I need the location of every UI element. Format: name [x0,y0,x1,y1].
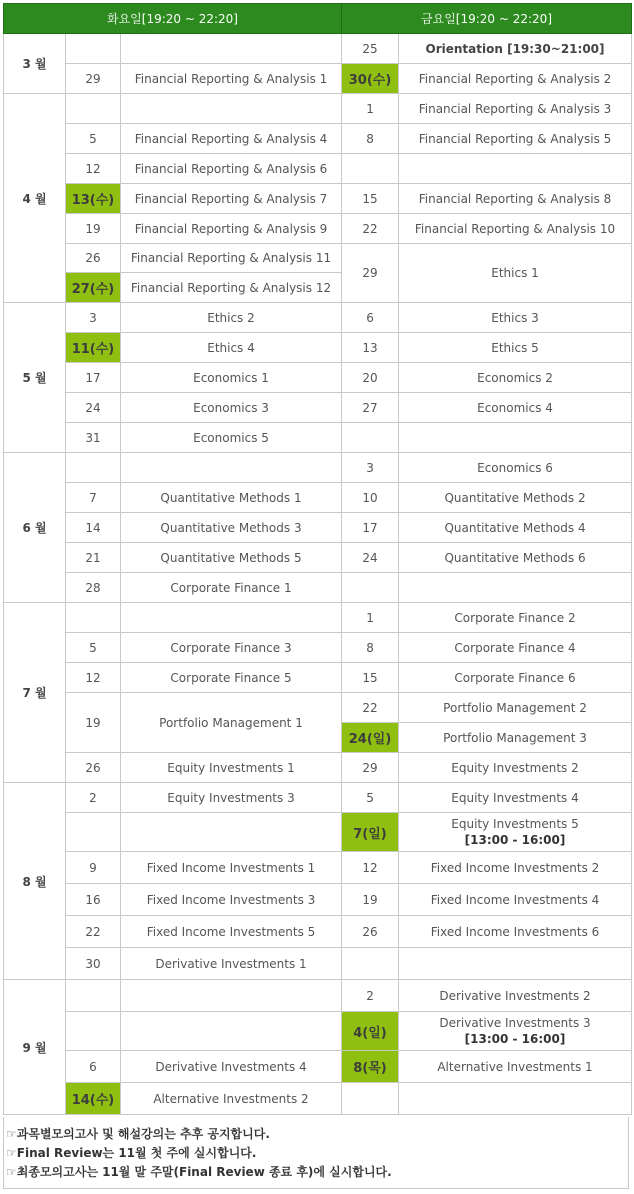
empty-cell [121,813,342,852]
tue-session: Quantitative Methods 3 [121,513,342,543]
fri-session: Portfolio Management 3 [399,723,632,753]
tue-date: 28 [66,573,121,603]
empty-cell [342,948,399,980]
session-time: [13:00 - 16:00] [464,1032,566,1046]
fri-session: Economics 2 [399,363,632,393]
tue-session: Ethics 4 [121,333,342,363]
tue-session: Alternative Investments 2 [121,1083,342,1115]
fri-date: 1 [342,603,399,633]
fri-date: 15 [342,663,399,693]
tue-date: 29 [66,64,121,94]
fri-date-highlight: 24(일) [342,723,399,753]
tue-session: Ethics 2 [121,303,342,333]
empty-cell [121,34,342,64]
fri-session: Financial Reporting & Analysis 3 [399,94,632,124]
empty-cell [66,34,121,64]
fri-session [399,1012,632,1051]
fri-date: 20 [342,363,399,393]
fri-session: Fixed Income Investments 2 [399,852,632,884]
session-time: [13:00 - 16:00] [464,833,566,847]
tue-session: Quantitative Methods 5 [121,543,342,573]
fri-date: 3 [342,453,399,483]
empty-cell [342,154,399,184]
tue-date: 16 [66,884,121,916]
fri-date: 8 [342,124,399,154]
tue-date: 26 [66,244,121,273]
fri-session [399,813,632,852]
fri-date: 29 [342,753,399,783]
month-label: 7 월 [4,603,66,783]
empty-cell [121,603,342,633]
fri-date: 22 [342,693,399,723]
empty-cell [66,1012,121,1051]
tue-date: 9 [66,852,121,884]
fri-date: 24 [342,543,399,573]
fri-date: 22 [342,214,399,244]
tue-session: Corporate Finance 1 [121,573,342,603]
fri-date: 6 [342,303,399,333]
tue-date: 31 [66,423,121,453]
month-label: 8 월 [4,783,66,980]
fri-session: Orientation [19:30~21:00] [399,34,632,64]
tue-session: Equity Investments 3 [121,783,342,813]
notes-box [3,1117,629,1189]
tue-date: 5 [66,633,121,663]
empty-cell [121,980,342,1012]
note-line [4,1144,628,1163]
session-title: Derivative Investments 3 [439,1016,591,1030]
tue-date: 7 [66,483,121,513]
fri-date-highlight: 30(수) [342,64,399,94]
fri-session: Financial Reporting & Analysis 10 [399,214,632,244]
pointing-hand-icon: ☞ [6,1127,17,1141]
fri-session: Corporate Finance 4 [399,633,632,663]
empty-cell [66,453,121,483]
empty-cell [121,1012,342,1051]
tue-session: Derivative Investments 4 [121,1051,342,1083]
fri-session: Ethics 1 [399,244,632,303]
schedule-table [3,3,632,1115]
tue-date-highlight: 11(수) [66,333,121,363]
tue-date: 19 [66,214,121,244]
fri-session: Financial Reporting & Analysis 5 [399,124,632,154]
tue-date: 12 [66,663,121,693]
month-label: 5 월 [4,303,66,453]
note-line [4,1163,628,1182]
fri-session: Fixed Income Investments 6 [399,916,632,948]
fri-session: Equity Investments 2 [399,753,632,783]
tue-date: 24 [66,393,121,423]
fri-date-highlight: 8(목) [342,1051,399,1083]
session-title: Equity Investments 5 [451,817,579,831]
fri-date-highlight: 4(일) [342,1012,399,1051]
fri-date: 5 [342,783,399,813]
tue-date: 2 [66,783,121,813]
empty-cell [66,94,121,124]
friday-header: 금요일[19:20 ~ 22:20] [342,4,632,34]
fri-session: Alternative Investments 1 [399,1051,632,1083]
tue-date: 3 [66,303,121,333]
fri-date: 2 [342,980,399,1012]
tue-session: Financial Reporting & Analysis 12 [121,273,342,303]
tue-date: 12 [66,154,121,184]
tuesday-header: 화요일[19:20 ~ 22:20] [4,4,342,34]
empty-cell [399,154,632,184]
empty-cell [121,453,342,483]
fri-date: 17 [342,513,399,543]
tue-date: 17 [66,363,121,393]
tue-session: Corporate Finance 5 [121,663,342,693]
month-label: 9 월 [4,980,66,1115]
note-text: Final Review는 11월 첫 주에 실시합니다. [16,1146,257,1160]
empty-cell [399,948,632,980]
tue-session: Fixed Income Investments 3 [121,884,342,916]
tue-session: Fixed Income Investments 1 [121,852,342,884]
tue-session: Financial Reporting & Analysis 6 [121,154,342,184]
fri-date: 12 [342,852,399,884]
tue-session: Economics 5 [121,423,342,453]
empty-cell [342,1083,399,1115]
fri-date: 15 [342,184,399,214]
tue-date: 5 [66,124,121,154]
note-text: 최종모의고사는 11월 말 주말(Final Review 종료 후)에 실시합니다. [16,1165,392,1179]
tue-date: 19 [66,693,121,753]
tue-session: Economics 3 [121,393,342,423]
tue-session: Financial Reporting & Analysis 9 [121,214,342,244]
fri-session: Corporate Finance 6 [399,663,632,693]
fri-session: Fixed Income Investments 4 [399,884,632,916]
pointing-hand-icon: ☞ [6,1165,17,1179]
month-label: 4 월 [4,94,66,303]
fri-date: 19 [342,884,399,916]
tue-date-highlight: 27(수) [66,273,121,303]
tue-date: 30 [66,948,121,980]
tue-session: Quantitative Methods 1 [121,483,342,513]
empty-cell [66,980,121,1012]
tue-session: Equity Investments 1 [121,753,342,783]
tue-date: 6 [66,1051,121,1083]
empty-cell [66,603,121,633]
fri-date: 13 [342,333,399,363]
fri-date: 26 [342,916,399,948]
empty-cell [399,423,632,453]
fri-date: 29 [342,244,399,303]
tue-date: 14 [66,513,121,543]
tue-session: Financial Reporting & Analysis 1 [121,64,342,94]
tue-date: 26 [66,753,121,783]
tue-session: Derivative Investments 1 [121,948,342,980]
empty-cell [399,1083,632,1115]
tue-session: Financial Reporting & Analysis 11 [121,244,342,273]
tue-date-highlight: 13(수) [66,184,121,214]
fri-session: Equity Investments 4 [399,783,632,813]
fri-session: Economics 4 [399,393,632,423]
tue-session: Economics 1 [121,363,342,393]
fri-date: 10 [342,483,399,513]
fri-session: Corporate Finance 2 [399,603,632,633]
tue-session: Fixed Income Investments 5 [121,916,342,948]
fri-session: Derivative Investments 2 [399,980,632,1012]
empty-cell [342,423,399,453]
empty-cell [342,573,399,603]
tue-session: Portfolio Management 1 [121,693,342,753]
fri-session: Ethics 3 [399,303,632,333]
note-line [4,1125,628,1144]
empty-cell [66,813,121,852]
empty-cell [399,573,632,603]
pointing-hand-icon: ☞ [6,1146,17,1160]
fri-date-highlight: 7(일) [342,813,399,852]
fri-date: 27 [342,393,399,423]
fri-session: Quantitative Methods 6 [399,543,632,573]
fri-session: Quantitative Methods 2 [399,483,632,513]
fri-date: 25 [342,34,399,64]
empty-cell [121,94,342,124]
month-label: 3 월 [4,34,66,94]
note-text: 과목별모의고사 및 해설강의는 추후 공지합니다. [16,1127,270,1141]
fri-session: Economics 6 [399,453,632,483]
fri-session: Ethics 5 [399,333,632,363]
tue-session: Financial Reporting & Analysis 4 [121,124,342,154]
tue-date: 21 [66,543,121,573]
fri-session: Portfolio Management 2 [399,693,632,723]
tue-session: Corporate Finance 3 [121,633,342,663]
fri-session: Financial Reporting & Analysis 2 [399,64,632,94]
fri-date: 1 [342,94,399,124]
month-label: 6 월 [4,453,66,603]
fri-session: Financial Reporting & Analysis 8 [399,184,632,214]
tue-date: 22 [66,916,121,948]
tue-date-highlight: 14(수) [66,1083,121,1115]
tue-session: Financial Reporting & Analysis 7 [121,184,342,214]
fri-date: 8 [342,633,399,663]
fri-session: Quantitative Methods 4 [399,513,632,543]
